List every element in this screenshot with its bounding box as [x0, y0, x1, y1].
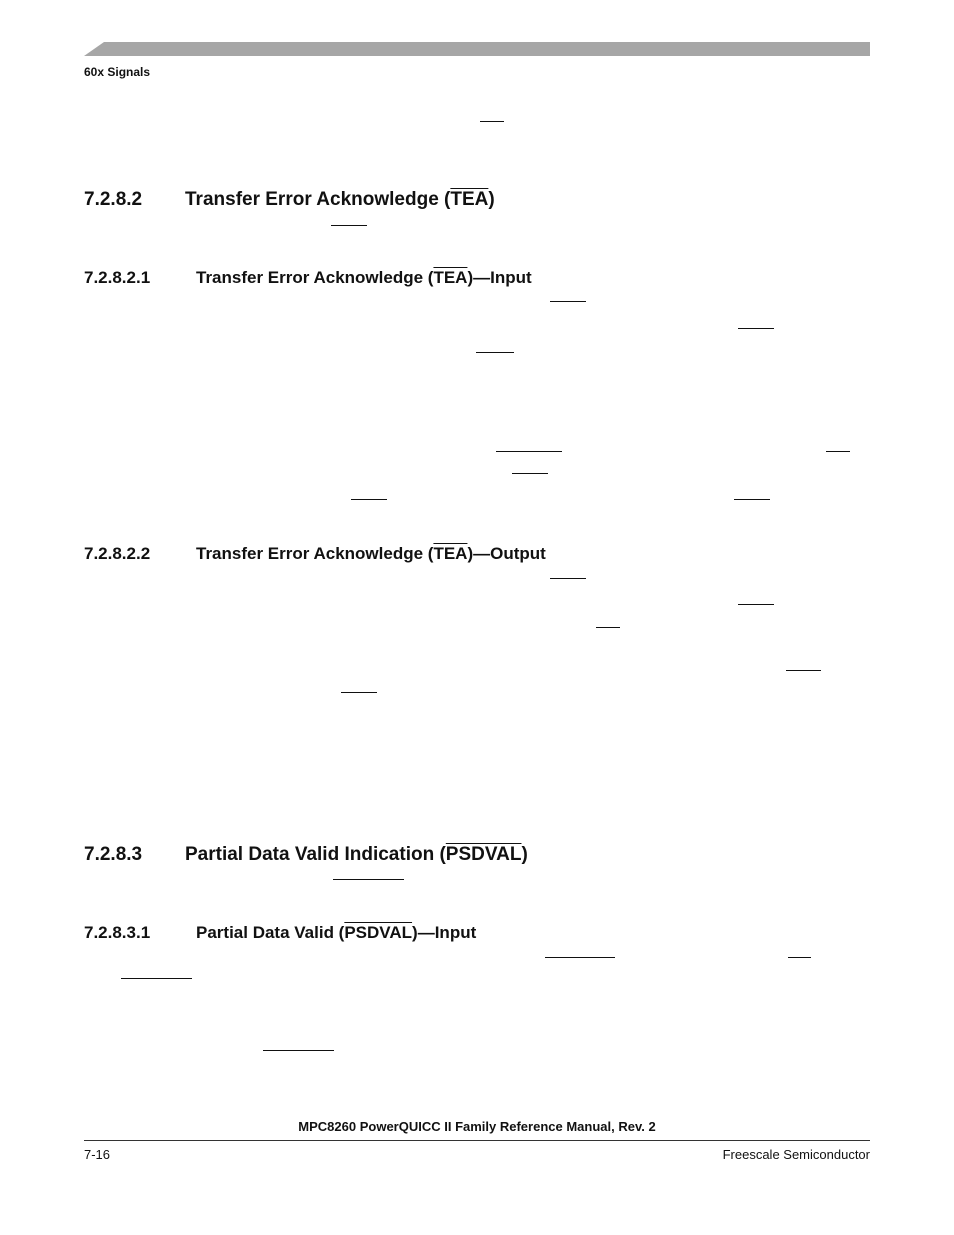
overline-mark	[596, 627, 620, 628]
overline-mark	[331, 225, 367, 226]
footer-company: Freescale Semiconductor	[722, 1147, 870, 1162]
overline-mark	[476, 352, 514, 353]
subsection-heading	[84, 544, 546, 564]
section-title-pre: Partial Data Valid Indication (	[185, 844, 446, 865]
signal-name: PSDVAL	[344, 923, 413, 942]
overline-mark	[496, 451, 562, 452]
overline-mark	[545, 957, 615, 958]
overline-mark	[263, 1050, 334, 1051]
overline-mark	[550, 301, 586, 302]
overline-mark	[341, 692, 377, 693]
section-number: 7.2.8.2.2	[84, 544, 151, 563]
section-title-post: )	[521, 844, 528, 865]
signal-name: PSDVAL	[445, 844, 522, 865]
overline-mark	[738, 604, 774, 605]
section-number: 7.2.8.2.1	[84, 268, 151, 287]
section-title-post: )	[488, 189, 495, 210]
section-title-pre: Transfer Error Acknowledge (	[196, 268, 434, 287]
section-title-pre: Partial Data Valid (	[196, 923, 345, 942]
footer-divider	[84, 1140, 870, 1141]
section-heading	[84, 844, 528, 866]
subsection-heading	[84, 268, 532, 288]
overline-mark	[826, 451, 850, 452]
section-title-post: )—Input	[412, 923, 477, 942]
section-title-pre: Transfer Error Acknowledge (	[196, 544, 434, 563]
overline-mark	[550, 578, 586, 579]
signal-name: $\overline{TEA}$	[433, 544, 468, 563]
section-title-post: )—Output	[467, 544, 546, 563]
header-banner	[84, 42, 870, 56]
overline-mark	[121, 978, 192, 979]
overline-mark	[480, 121, 504, 122]
header-banner-shape	[84, 42, 870, 56]
section-title-pre: Transfer Error Acknowledge (	[185, 189, 451, 210]
section-heading	[84, 189, 495, 211]
overline-mark	[738, 328, 774, 329]
overline-mark	[351, 499, 387, 500]
overline-mark	[333, 879, 404, 880]
signal-name: $\overline{TEA}$	[433, 268, 468, 287]
section-number: 7.2.8.3.1	[84, 923, 151, 942]
section-title-post: )—Input	[467, 268, 532, 287]
subsection-heading	[84, 923, 476, 943]
overline-mark	[788, 957, 811, 958]
section-number: 7.2.8.2	[84, 189, 143, 210]
page-number: 7-16	[84, 1147, 111, 1162]
overline-mark	[734, 499, 770, 500]
overline-mark	[512, 473, 548, 474]
running-head: 60x Signals	[84, 65, 151, 79]
footer-manual-title: MPC8260 PowerQUICC II Family Reference Manual, Rev. 2	[298, 1119, 656, 1134]
overline-mark	[786, 670, 821, 671]
signal-name: $\overline{TEA}$	[450, 189, 489, 210]
section-number: 7.2.8.3	[84, 844, 143, 865]
